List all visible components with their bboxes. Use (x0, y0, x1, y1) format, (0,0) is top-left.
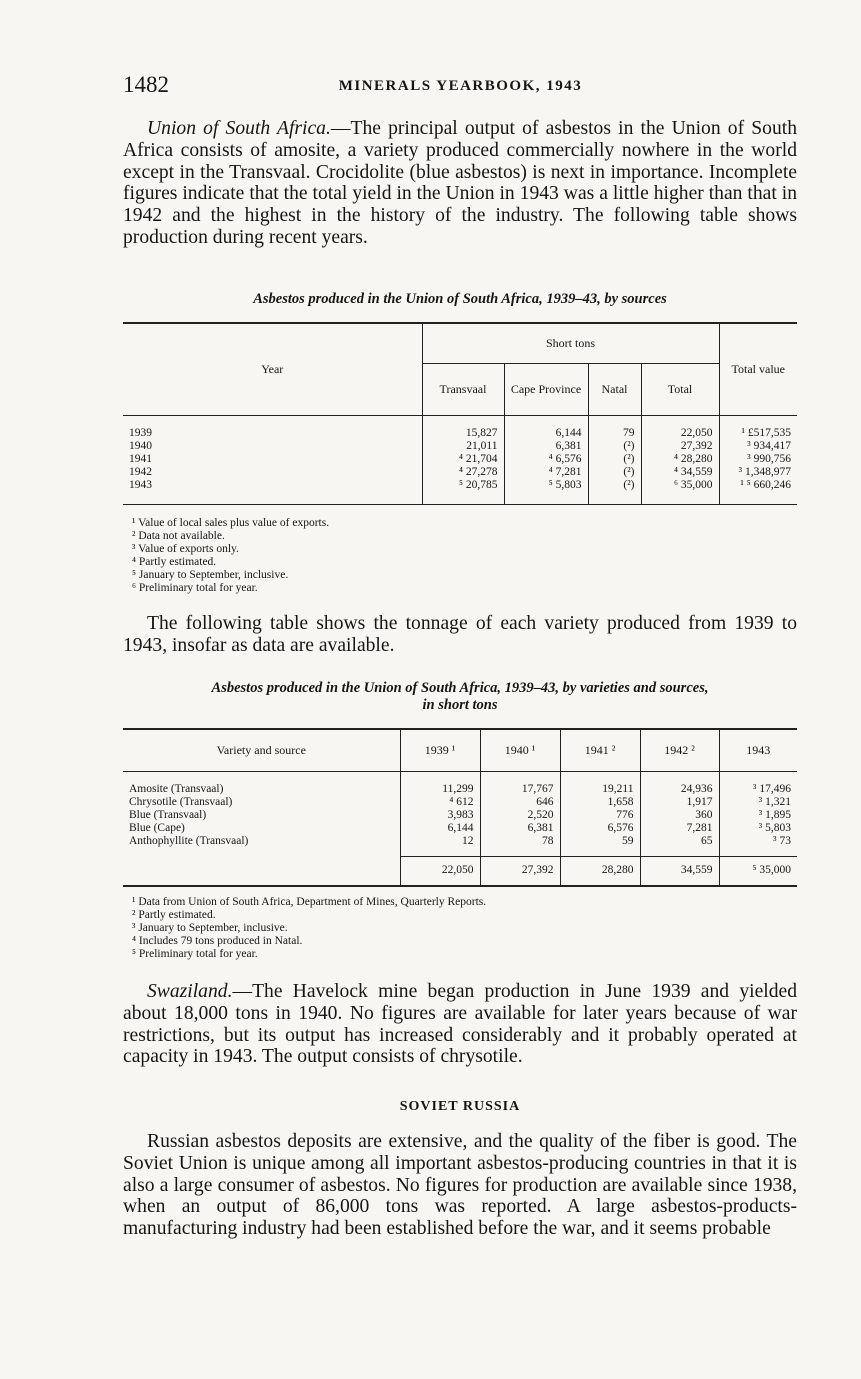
total-1939: 22,050 (400, 856, 480, 886)
table-row (123, 783, 797, 796)
cell-1942: 1,917 (640, 796, 719, 809)
cell-total: ⁴ 28,280 (641, 453, 719, 466)
cell-value: ³ 990,756 (719, 453, 797, 466)
row-year: 1943 (129, 479, 152, 491)
table1-caption: Asbestos produced in the Union of South Africa, 1939–43, by sources (253, 291, 667, 307)
cell-natal: (²) (588, 466, 641, 479)
table2-1939-header: 1939 ¹ (400, 729, 480, 771)
cell-1940: 646 (480, 796, 560, 809)
footnote: ² Data not available. (132, 530, 225, 542)
cell-transvaal: ⁵ 20,785 (422, 479, 504, 492)
cell-1941: 19,211 (560, 783, 640, 796)
cell-1940: 2,520 (480, 809, 560, 822)
footnote: ³ January to September, inclusive. (132, 922, 288, 934)
table1-total-value-header: Total value (719, 323, 797, 415)
cell-transvaal: ⁴ 27,278 (422, 466, 504, 479)
footnote: ⁵ January to September, inclusive. (132, 569, 289, 581)
total-1942: 34,559 (640, 856, 719, 886)
row-variety: Chrysotile (Transvaal) (129, 796, 233, 808)
cell-transvaal: 21,011 (422, 440, 504, 453)
cell-1941: 6,576 (560, 822, 640, 835)
cell-1942: 65 (640, 835, 719, 848)
table1-transvaal-header: Transvaal (422, 363, 504, 415)
table-row (123, 427, 797, 440)
cell-natal: (²) (588, 453, 641, 466)
cell-1940: 6,381 (480, 822, 560, 835)
cell-1943: ³ 5,803 (719, 822, 797, 835)
cell-cape: 6,381 (504, 440, 588, 453)
total-1941: 28,280 (560, 856, 640, 886)
row-variety: Blue (Cape) (129, 822, 185, 834)
cell-total: 22,050 (641, 427, 719, 440)
cell-cape: ⁵ 5,803 (504, 479, 588, 492)
table1-natal-header: Natal (588, 363, 641, 415)
cell-1939: 11,299 (400, 783, 480, 796)
row-variety: Amosite (Transvaal) (129, 783, 224, 795)
row-variety: Blue (Transvaal) (129, 809, 207, 821)
table2-1941-header: 1941 ² (560, 729, 640, 771)
cell-value: ¹ £517,535 (719, 427, 797, 440)
footnote: ⁴ Partly estimated. (132, 556, 217, 568)
mid-paragraph: The following table shows the tonnage of each variety produced from 1939 to 1943, insofar as data are available. (123, 613, 797, 656)
row-year: 1942 (129, 466, 152, 478)
cell-1943: ³ 1,895 (719, 809, 797, 822)
table1 (123, 322, 797, 505)
page-number: 1482 (123, 72, 169, 97)
table1-short-tons-header: Short tons (422, 323, 719, 363)
total-1940: 27,392 (480, 856, 560, 886)
footnote: ² Partly estimated. (132, 909, 216, 921)
table-row (123, 822, 797, 835)
cell-transvaal: ⁴ 21,704 (422, 453, 504, 466)
cell-1943: ³ 1,321 (719, 796, 797, 809)
cell-1943: ³ 17,496 (719, 783, 797, 796)
cell-natal: 79 (588, 427, 641, 440)
swaziland-paragraph (123, 981, 797, 1068)
table2-1942-header: 1942 ² (640, 729, 719, 771)
table1-total-header: Total (641, 363, 719, 415)
section-heading: SOVIET RUSSIA (399, 1099, 521, 1114)
table-row (123, 453, 797, 466)
footnote: ³ Value of exports only. (132, 543, 239, 555)
cell-cape: 6,144 (504, 427, 588, 440)
table1-year-header: Year (261, 361, 284, 376)
table2-caption-line1: Asbestos produced in the Union of South Africa, 1939–43, by varieties and sources, (211, 680, 709, 696)
table2-caption-line2: in short tons (422, 697, 498, 713)
table-row (123, 466, 797, 479)
cell-total: 27,392 (641, 440, 719, 453)
intro-paragraph (123, 118, 797, 249)
cell-cape: ⁴ 6,576 (504, 453, 588, 466)
footnote: ⁵ Preliminary total for year. (132, 948, 258, 960)
swaziland-country: Swaziland. (147, 981, 233, 1002)
soviet-paragraph: Russian asbestos deposits are extensive, and the quality of the fiber is good. The Soviet Union is unique among all important asbestos-producing countries in that it is also a large consumer of asbestos. No figures for production are available since 1938, when an output of 86,000 tons was reported. A large asbestos-products-manufacturing industry had been established before the war, and it seems probable (123, 1131, 797, 1240)
intro-country: Union of South Africa. (147, 118, 331, 139)
cell-1943: ³ 73 (719, 835, 797, 848)
footnote: ¹ Value of local sales plus value of exports. (132, 517, 330, 529)
cell-1940: 78 (480, 835, 560, 848)
page-header (123, 72, 798, 102)
table-row (123, 835, 797, 848)
running-head: MINERALS YEARBOOK, 1943 (338, 78, 583, 94)
cell-1939: 3,983 (400, 809, 480, 822)
cell-1941: 1,658 (560, 796, 640, 809)
footnote: ¹ Data from Union of South Africa, Department of Mines, Quarterly Reports. (132, 896, 487, 908)
cell-total: ⁴ 34,559 (641, 466, 719, 479)
cell-cape: ⁴ 7,281 (504, 466, 588, 479)
cell-value: ³ 1,348,977 (719, 466, 797, 479)
cell-1941: 776 (560, 809, 640, 822)
cell-1941: 59 (560, 835, 640, 848)
table1-cape-header: Cape Province (504, 363, 588, 415)
table-row (123, 809, 797, 822)
table1-footnotes (132, 517, 329, 595)
table2 (123, 728, 797, 887)
table2-variety-header: Variety and source (216, 742, 306, 757)
row-variety: Anthophyllite (Transvaal) (129, 835, 249, 847)
intro-text: —The principal output of asbestos in the Union of South Africa consists of amosite, a variety produced commercially nowhere in the world except in the Transvaal. Crocidolite (blue asbestos) is next in importance. Incomplete figures indicate that the total yield in the Union in 1943 was a little higher than that in 1942 and the highest in the history of the industry. The following table shows production during recent years. (123, 118, 798, 248)
cell-1942: 7,281 (640, 822, 719, 835)
table2-1943-header: 1943 (719, 729, 797, 771)
row-year: 1939 (129, 427, 152, 439)
table2-caption (123, 680, 797, 714)
cell-value: ³ 934,417 (719, 440, 797, 453)
row-year: 1940 (129, 440, 152, 452)
table-row (123, 440, 797, 453)
cell-1939: 12 (400, 835, 480, 848)
cell-1942: 24,936 (640, 783, 719, 796)
table2-footnotes (132, 896, 486, 961)
cell-1939: ⁴ 612 (400, 796, 480, 809)
cell-natal: (²) (588, 440, 641, 453)
cell-total: ⁶ 35,000 (641, 479, 719, 492)
table-row (123, 796, 797, 809)
totals-row (123, 856, 797, 886)
table-row (123, 479, 797, 492)
swaziland-text: —The Havelock mine began production in June 1939 and yielded about 18,000 tons in 1940. No figures are available for later years because of war restrictions, but its output has increased considerably and it probably operated at capacity in 1943. The output consists of chrysotile. (123, 981, 797, 1068)
cell-natal: (²) (588, 479, 641, 492)
cell-transvaal: 15,827 (422, 427, 504, 440)
cell-value: ¹ ⁵ 660,246 (719, 479, 797, 492)
total-1943: ⁵ 35,000 (719, 856, 797, 886)
row-year: 1941 (129, 453, 152, 465)
cell-1939: 6,144 (400, 822, 480, 835)
cell-1940: 17,767 (480, 783, 560, 796)
footnote: ⁴ Includes 79 tons produced in Natal. (132, 935, 303, 947)
cell-1942: 360 (640, 809, 719, 822)
footnote: ⁶ Preliminary total for year. (132, 582, 258, 594)
table2-1940-header: 1940 ¹ (480, 729, 560, 771)
